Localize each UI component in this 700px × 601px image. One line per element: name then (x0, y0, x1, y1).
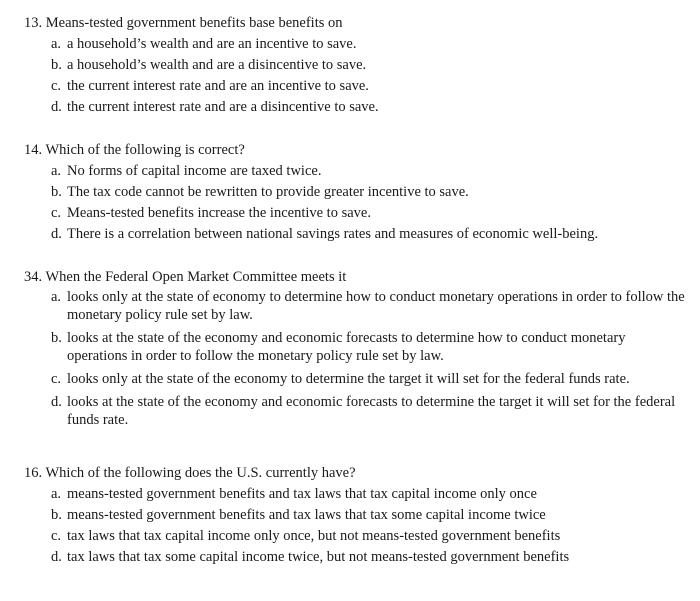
option-letter: a. (51, 36, 62, 52)
option-letter: c. (51, 371, 62, 387)
option-letter: a. (51, 289, 62, 305)
option-d (24, 97, 686, 118)
answer-options (24, 484, 686, 568)
option-text: the current interest rate and are a disincentive to save. (67, 99, 379, 115)
option-letter: a. (51, 163, 62, 179)
option-text: a household’s wealth and are an incentive to save. (67, 36, 357, 52)
option-text: tax laws that tax some capital income twice, but not means-tested government benefits (67, 549, 570, 565)
option-text: the current interest rate and are an incentive to save. (67, 78, 369, 94)
answer-options (24, 288, 686, 429)
option-d (24, 393, 686, 429)
option-b (24, 182, 686, 203)
option-text: looks only at the state of the economy to determine the target it will set for the federal funds rate. (67, 371, 630, 387)
option-text: looks only at the state of economy to determine how to conduct monetary operations in order to follow the monetary policy rule set by law. (67, 289, 685, 323)
question-14 (24, 140, 686, 245)
question-text: 13. Means-tested government benefits base benefits on (24, 15, 343, 31)
option-c (24, 76, 686, 97)
option-text: means-tested government benefits and tax laws that tax some capital income twice (67, 507, 546, 523)
option-letter: c. (51, 205, 62, 221)
option-c (24, 370, 686, 388)
option-c (24, 526, 686, 547)
option-text: tax laws that tax capital income only once, but not means-tested government benefits (67, 528, 561, 544)
option-letter: b. (51, 184, 62, 200)
option-letter: c. (51, 78, 62, 94)
option-text: No forms of capital income are taxed twice. (67, 163, 322, 179)
answer-options (24, 161, 686, 245)
option-letter: a. (51, 486, 62, 502)
option-b (24, 505, 686, 526)
option-a (24, 484, 686, 505)
option-text: There is a correlation between national savings rates and measures of economic well-being. (67, 226, 599, 242)
question-text: 14. Which of the following is correct? (24, 142, 245, 158)
option-text: The tax code cannot be rewritten to provide greater incentive to save. (67, 184, 469, 200)
option-text: Means-tested benefits increase the incentive to save. (67, 205, 371, 221)
option-text: looks at the state of the economy and economic forecasts to determine the target it will set for the federal funds rate. (67, 394, 676, 428)
question-text: 16. Which of the following does the U.S. currently have? (24, 465, 356, 481)
option-a (24, 34, 686, 55)
option-letter: d. (51, 394, 62, 410)
option-a (24, 288, 686, 324)
option-letter: d. (51, 549, 62, 565)
option-letter: c. (51, 528, 62, 544)
option-letter: b. (51, 330, 62, 346)
question-text: 34. When the Federal Open Market Committee meets it (24, 269, 347, 285)
option-letter: b. (51, 57, 62, 73)
option-d (24, 547, 686, 568)
option-letter: d. (51, 226, 62, 242)
question-34 (24, 267, 686, 434)
option-letter: b. (51, 507, 62, 523)
option-b (24, 55, 686, 76)
option-b (24, 329, 686, 365)
option-text: a household’s wealth and are a disincentive to save. (67, 57, 367, 73)
option-text: looks at the state of the economy and economic forecasts to determine how to conduct monetary operations in order to follow the monetary policy rule set by law. (67, 330, 626, 364)
option-text: means-tested government benefits and tax laws that tax capital income only once (67, 486, 537, 502)
answer-options (24, 34, 686, 118)
option-c (24, 203, 686, 224)
option-d (24, 224, 686, 245)
question-13 (24, 13, 686, 118)
option-a (24, 161, 686, 182)
question-16 (24, 463, 686, 568)
option-letter: d. (51, 99, 62, 115)
